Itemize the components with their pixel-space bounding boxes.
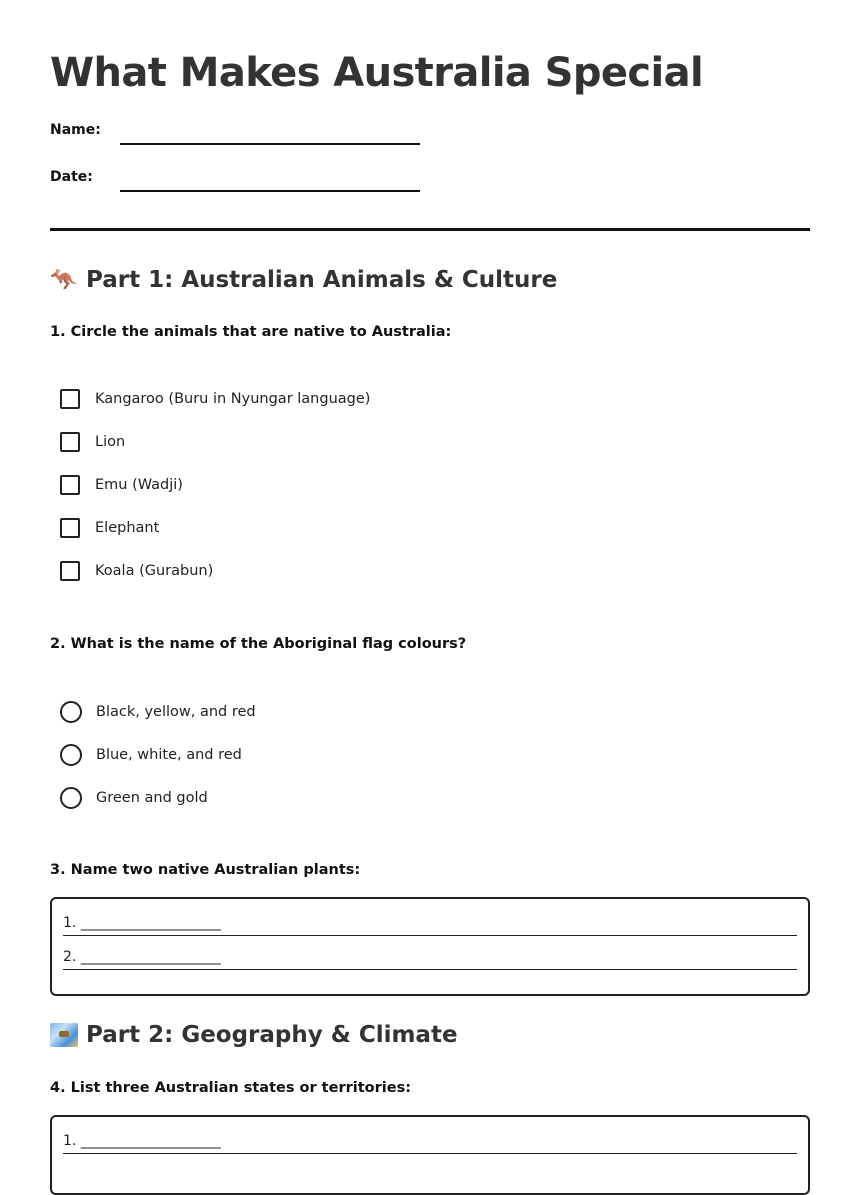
q2-option-2[interactable] <box>60 744 242 766</box>
radio-button[interactable] <box>60 787 82 809</box>
q1-option-emu[interactable] <box>60 475 183 495</box>
q3-answer-box <box>50 897 810 996</box>
q4-answer-box <box>50 1115 810 1195</box>
kangaroo-icon: 🦘 <box>50 267 78 293</box>
part1-heading <box>50 267 557 293</box>
checkbox[interactable] <box>60 475 80 495</box>
option-label: Emu (Wadji) <box>95 477 183 493</box>
checkbox[interactable] <box>60 389 80 409</box>
checkbox[interactable] <box>60 518 80 538</box>
radio-button[interactable] <box>60 701 82 723</box>
header-divider <box>50 228 810 231</box>
name-field[interactable] <box>120 143 420 145</box>
date-label: Date: <box>50 169 93 185</box>
radio-button[interactable] <box>60 744 82 766</box>
option-label: Kangaroo (Buru in Nyungar language) <box>95 391 371 407</box>
question-3: 3. Name two native Australian plants: <box>50 862 361 878</box>
part2-heading <box>50 1022 458 1048</box>
checkbox[interactable] <box>60 432 80 452</box>
name-label: Name: <box>50 122 101 138</box>
question-4: 4. List three Australian states or territories: <box>50 1080 411 1096</box>
q3-answer-line-2[interactable]: 2. ____________________ <box>63 945 797 970</box>
option-label: Blue, white, and red <box>96 747 242 763</box>
option-label: Black, yellow, and red <box>96 704 256 720</box>
page-title: What Makes Australia Special <box>50 50 704 96</box>
q2-option-1[interactable] <box>60 701 256 723</box>
option-label: Lion <box>95 434 126 450</box>
q1-option-lion[interactable] <box>60 432 125 452</box>
question-2: 2. What is the name of the Aboriginal flag colours? <box>50 636 467 652</box>
question-1: 1. Circle the animals that are native to Australia: <box>50 324 452 340</box>
q4-answer-line-1[interactable]: 1. ____________________ <box>63 1129 797 1154</box>
q1-option-elephant[interactable] <box>60 518 159 538</box>
date-field[interactable] <box>120 190 420 192</box>
q3-answer-line-1[interactable]: 1. ____________________ <box>63 911 797 936</box>
option-label: Koala (Gurabun) <box>95 563 214 579</box>
q2-option-3[interactable] <box>60 787 208 809</box>
option-label: Elephant <box>95 520 160 536</box>
q1-option-koala[interactable] <box>60 561 213 581</box>
q1-option-kangaroo[interactable] <box>60 389 370 409</box>
option-label: Green and gold <box>96 790 208 806</box>
part2-title: Part 2: Geography & Climate <box>86 1022 458 1048</box>
checkbox[interactable] <box>60 561 80 581</box>
map-icon <box>50 1023 78 1047</box>
part1-title: Part 1: Australian Animals & Culture <box>86 267 558 293</box>
